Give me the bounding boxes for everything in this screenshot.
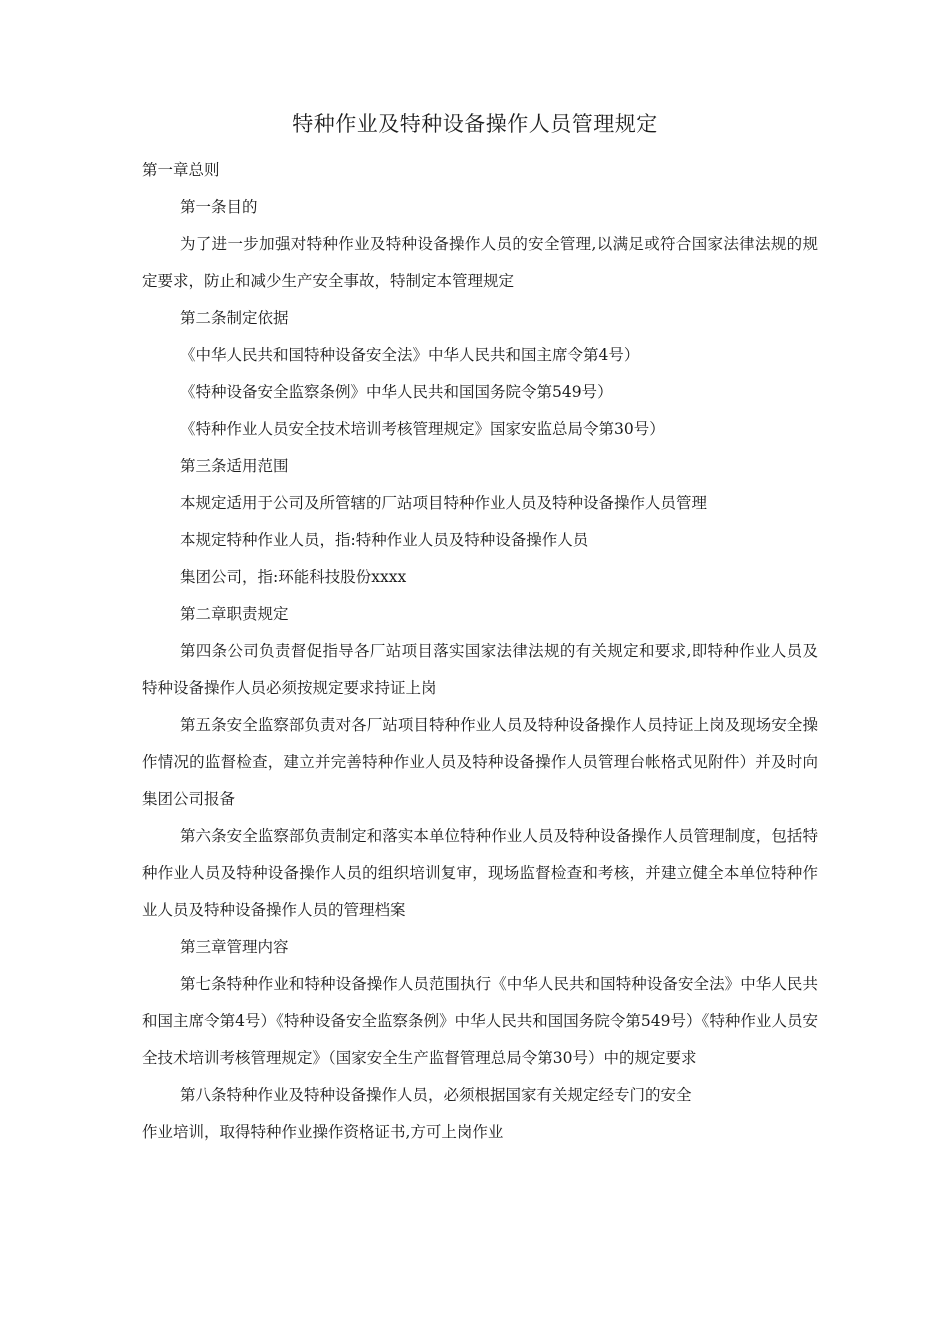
body-paragraph: 本规定适用于公司及所管辖的厂站项目特种作业人员及特种设备操作人员管理 bbox=[180, 494, 708, 512]
chapter-heading: 第三章管理内容 bbox=[180, 938, 289, 956]
body-paragraph: 第六条安全监察部负责制定和落实本单位特种作业人员及特种设备操作人员管理制度，包括特种作业人员及特种设备操作人员的组织培训复审，现场监督检查和考核，并建立健全本单位特种作业人员及特种设备操作人员的管理档案 bbox=[142, 827, 818, 919]
article-heading: 第三条适用范围 bbox=[180, 457, 289, 475]
body-paragraph: 集团公司，指:环能科技股份xxxx bbox=[180, 568, 407, 586]
body-paragraph: 第七条特种作业和特种设备操作人员范围执行《中华人民共和国特种设备安全法》中华人民共和国主席令第4号）《特种设备安全监察条例》中华人民共和国国务院令第549号）《特种作业人员安全技术培训考核管理规定》（国家安全生产监督管理总局令第30号）中的规定要求 bbox=[142, 975, 818, 1067]
article-heading: 第二条制定依据 bbox=[180, 309, 289, 327]
reference-item: 《特种作业人员安全技术培训考核管理规定》国家安监总局令第30号） bbox=[180, 420, 665, 438]
chapter-heading: 第一章总则 bbox=[142, 161, 220, 179]
document-body bbox=[142, 152, 818, 1151]
body-paragraph: 第八条特种作业及特种设备操作人员，必须根据国家有关规定经专门的安全 bbox=[180, 1086, 692, 1104]
reference-item: 《中华人民共和国特种设备安全法》中华人民共和国主席令第4号） bbox=[180, 346, 640, 364]
body-paragraph: 本规定特种作业人员，指:特种作业人员及特种设备操作人员 bbox=[180, 531, 589, 549]
document-title: 特种作业及特种设备操作人员管理规定 bbox=[292, 112, 658, 136]
chapter-heading: 第二章职责规定 bbox=[180, 605, 289, 623]
article-heading: 第一条目的 bbox=[180, 198, 258, 216]
body-paragraph: 为了进一步加强对特种作业及特种设备操作人员的安全管理,以满足或符合国家法律法规的规定要求，防止和减少生产安全事故，特制定本管理规定 bbox=[142, 235, 818, 290]
body-paragraph: 作业培训，取得特种作业操作资格证书,方可上岗作业 bbox=[142, 1123, 504, 1141]
body-paragraph: 第四条公司负责督促指导各厂站项目落实国家法律法规的有关规定和要求,即特种作业人员及特种设备操作人员必须按规定要求持证上岗 bbox=[142, 642, 818, 697]
reference-item: 《特种设备安全监察条例》中华人民共和国国务院令第549号） bbox=[180, 383, 613, 401]
body-paragraph: 第五条安全监察部负责对各厂站项目特种作业人员及特种设备操作人员持证上岗及现场安全操作情况的监督检查，建立并完善特种作业人员及特种设备操作人员管理台帐格式见附件）并及时向集团公司报备 bbox=[142, 716, 818, 808]
